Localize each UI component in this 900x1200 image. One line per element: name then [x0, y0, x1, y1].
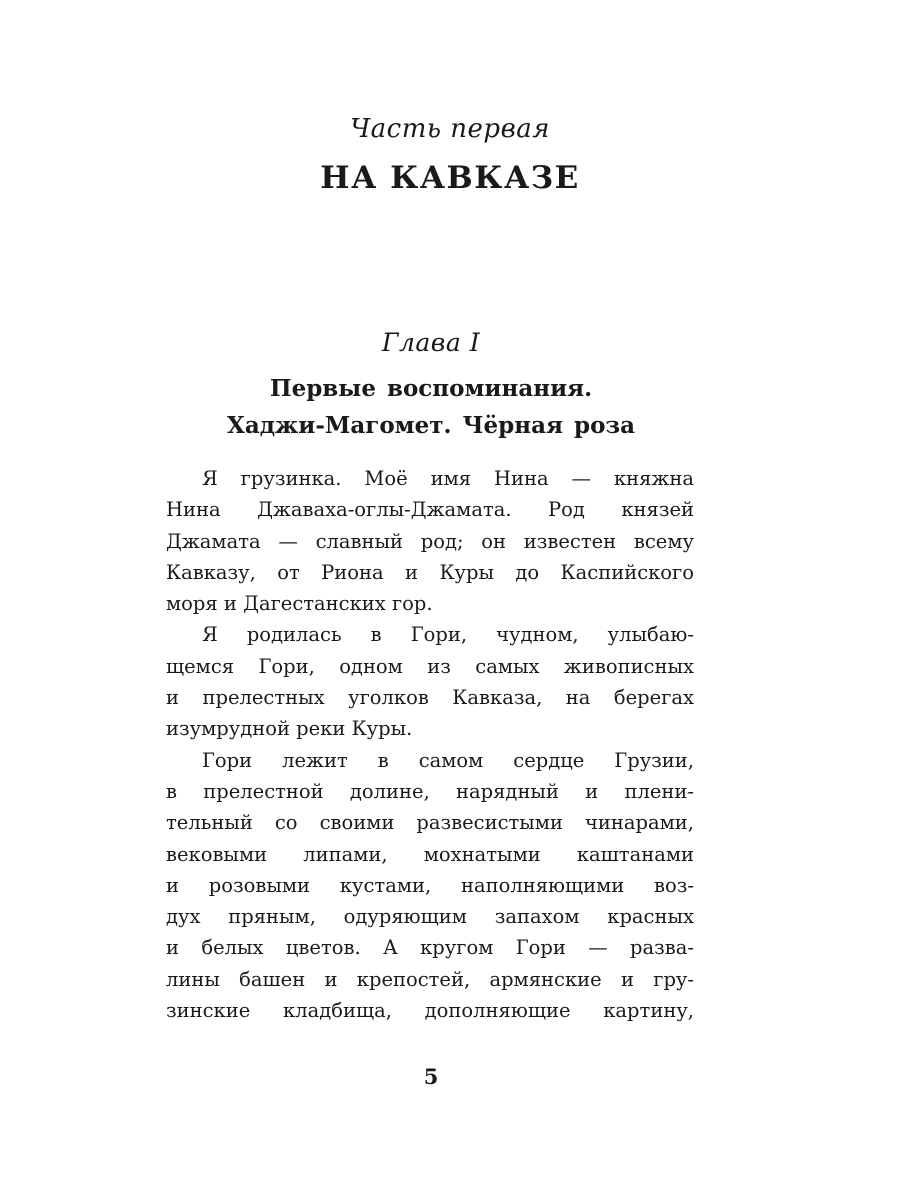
text-line: тельный со своими развесистыми чинарами,: [166, 811, 694, 835]
part-title: НА КАВКАЗЕ: [320, 160, 580, 196]
paragraph: [166, 463, 694, 619]
text-line: Джамата — славный род; он известен всему: [166, 529, 694, 553]
text-line: щемся Гори, одном из самых живописных: [166, 654, 694, 678]
chapter-label: Глава I: [381, 328, 481, 357]
text-line: и прелестных уголков Кавказа, на берегах: [166, 686, 694, 710]
text-line: Нина Джаваха-оглы-Джамата. Род князей: [166, 498, 694, 522]
text-line: вековыми липами, мохнатыми каштанами: [166, 842, 694, 866]
text-line: дух пряным, одуряющим запахом красных: [166, 905, 694, 929]
text-line: зинские кладбища, дополняющие картину,: [166, 999, 694, 1023]
text-line: Я родилась в Гори, чудном, улыбаю-: [202, 623, 694, 647]
text-line: лины башен и крепостей, армянские и гру-: [166, 967, 694, 991]
chapter-title-line: Первые воспоминания.: [269, 375, 593, 402]
paragraph: [166, 619, 694, 744]
text-line: и белых цветов. А кругом Гори — разва-: [166, 936, 694, 960]
chapter-title: [0, 370, 862, 444]
text-line: в прелестной долине, нарядный и плени-: [166, 779, 694, 803]
text-line: и розовыми кустами, наполняющими воз-: [166, 873, 694, 897]
text-line: Я грузинка. Моё имя Нина — княжна: [202, 467, 694, 490]
part-label: Часть первая: [350, 114, 550, 144]
text-line: изумрудной реки Куры.: [166, 717, 413, 741]
text-line: моря и Дагестанских гор.: [166, 592, 433, 616]
paragraph: [166, 745, 694, 1027]
page-number: 5: [423, 1064, 439, 1089]
chapter-title-line: Хаджи-Магомет. Чёрная роза: [226, 412, 636, 439]
body-text: [166, 463, 694, 1026]
text-line: Кавказу, от Риона и Куры до Каспийского: [166, 560, 694, 584]
text-line: Гори лежит в самом сердце Грузии,: [202, 748, 694, 772]
